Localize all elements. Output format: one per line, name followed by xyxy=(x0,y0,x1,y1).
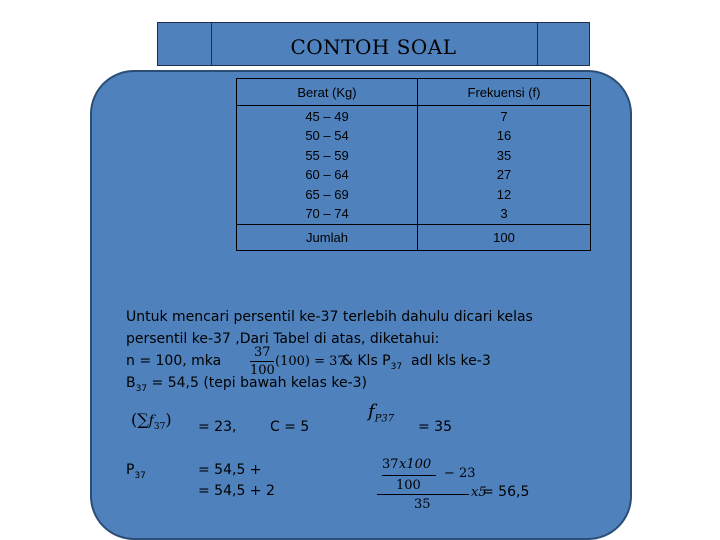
text-line-3c: adl kls ke-3 xyxy=(411,353,491,369)
formula-result: (100) = 37 xyxy=(275,354,346,369)
table-cell: 45 – 49 xyxy=(305,108,349,124)
frequency-column xyxy=(418,106,591,225)
table-body-row xyxy=(237,106,591,225)
subscript: 37 xyxy=(153,422,166,433)
fp-formula xyxy=(368,401,394,425)
subscript: P37 xyxy=(374,413,395,425)
text-line-3b xyxy=(342,353,402,372)
table-cell: 60 – 64 xyxy=(305,167,349,182)
total-label: Jumlah xyxy=(237,225,418,251)
table-header-row xyxy=(237,79,591,106)
text-line-2: persentil ke-37 ,Dari Tabel di atas, diketahui: xyxy=(126,331,440,347)
result-line-2: = 54,5 + 2 xyxy=(198,483,275,499)
formula-denominator: 100 xyxy=(250,363,275,378)
p-label xyxy=(126,462,146,481)
final-result: = 56,5 xyxy=(482,484,530,500)
result-line-1: = 54,5 + xyxy=(198,462,262,478)
big-numerator-a: 37 xyxy=(382,457,399,472)
fp-f: f xyxy=(368,401,375,422)
text-line-1: Untuk mencari persentil ke-37 terlebih dahulu dicari kelas xyxy=(126,309,533,325)
table-cell: 16 xyxy=(496,128,512,143)
b-label: B xyxy=(126,375,136,391)
table-cell: 27 xyxy=(496,167,512,182)
subscript: 37 xyxy=(390,361,403,372)
table-cell: 65 – 69 xyxy=(305,186,349,202)
table-cell: 7 xyxy=(500,108,508,124)
table-cell: 70 – 74 xyxy=(305,206,349,221)
sum-close: ) xyxy=(165,410,172,429)
big-multiplier: x5 xyxy=(471,485,487,500)
title-bar xyxy=(157,22,590,66)
table-header-cell: Frekuensi (f) xyxy=(418,79,591,106)
table-header-cell: Berat (Kg) xyxy=(237,79,418,106)
total-value: 100 xyxy=(418,225,591,251)
subscript: 37 xyxy=(135,383,148,394)
sum-value: = 23, xyxy=(198,419,237,435)
class-label: & Kls P xyxy=(342,353,391,369)
formula-numerator: 37 xyxy=(254,345,271,360)
slide-title: CONTOH SOAL xyxy=(290,35,457,59)
sum-open: (∑ xyxy=(131,410,149,429)
sum-formula xyxy=(131,410,172,432)
table-total-row xyxy=(237,225,591,251)
subscript: 37 xyxy=(134,470,146,481)
b-value: = 54,5 (tepi bawah kelas ke-3) xyxy=(151,375,368,391)
big-minus: − 23 xyxy=(444,466,476,481)
big-numerator-b: x100 xyxy=(399,457,432,472)
c-value: C = 5 xyxy=(270,419,310,435)
big-denominator: 35 xyxy=(414,497,431,512)
table-cell: 55 – 59 xyxy=(305,147,349,163)
table-cell: 3 xyxy=(500,206,508,221)
sum-f: f xyxy=(148,413,154,429)
text-line-4 xyxy=(126,375,367,394)
fraction-bar xyxy=(250,361,274,362)
class-column xyxy=(237,106,418,225)
table-cell: 35 xyxy=(496,147,512,163)
big-mid: 100 xyxy=(396,478,421,493)
text-line-3a: n = 100, mka xyxy=(126,353,222,369)
table-cell: 50 – 54 xyxy=(305,128,349,143)
frequency-table xyxy=(236,78,591,251)
p-letter: P xyxy=(126,462,135,478)
table-cell: 12 xyxy=(496,186,512,202)
inner-fraction-bar xyxy=(382,475,436,476)
f-value: = 35 xyxy=(418,419,452,435)
outer-fraction-bar xyxy=(377,494,469,495)
